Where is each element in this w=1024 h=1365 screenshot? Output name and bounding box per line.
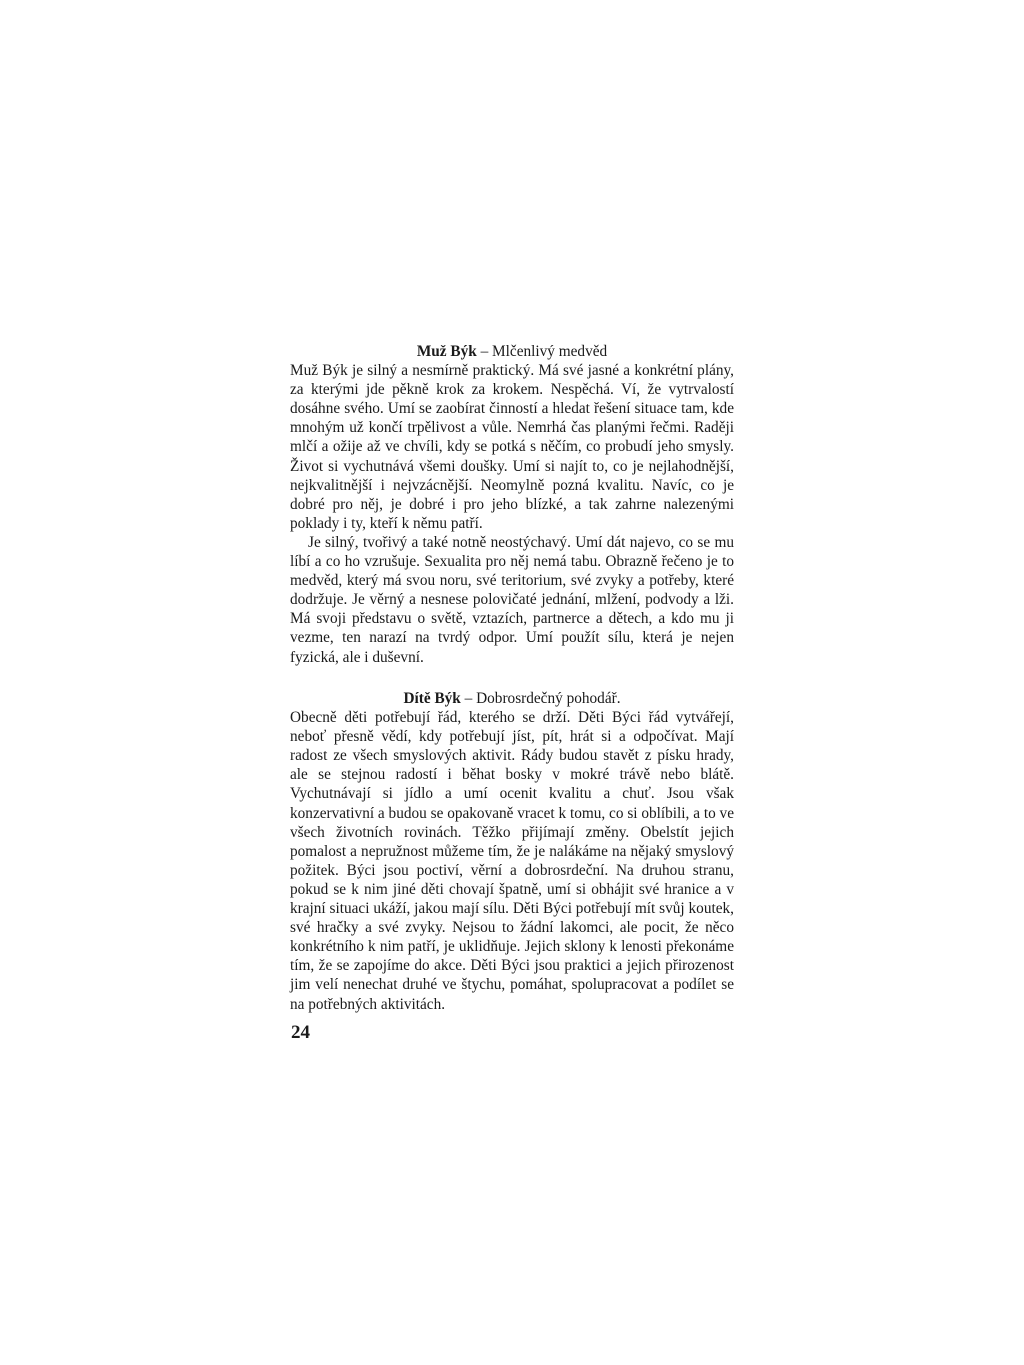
heading-title: Muž Býk [416,343,477,360]
section-heading [290,342,734,361]
section-heading [290,689,734,708]
paragraph: Muž Býk je silný a nesmírně praktický. Má své jasné a konkrétní plány, za kterými jde pěkně krok za krokem. Nespěchá. Ví, že vytrvalostí dosáhne svého. Umí se zaobírat činností a hledat řešení situace tam, kde mnohým už končí trpělivost a vůle. Nemrhá čas planými řečmi. Raději mlčí a ožije až ve chvíli, kdy se potká s něčím, co probudí jeho smysly. Život si vychutnává všemi doušky. Umí si najít to, co je nejlahodnější, nejkvalitnější i nejvzácnější. Neomylně pozná kvalitu. Navíc, co je dobré pro něj, je dobré i pro jeho blízké, a tak zahrne nalezenými poklady i ty, kteří k němu patří. [290,362,734,532]
section-child-bull [290,689,734,1014]
heading-title: Dítě Býk [403,690,461,707]
section-man-bull [290,342,734,667]
heading-subtitle: – Dobrosrdečný pohodář. [460,690,621,707]
paragraph: Obecně děti potřebují řád, kterého se drží. Děti Býci řád vytvářejí, neboť přesně vědí, kdy potřebují jíst, pít, hrát si a odpočívat. Mají radost ze všech smyslových aktivit. Rády budou stavět z písku hrady, ale se stejnou radostí i běhat bosky v mokré trávě nebo blátě. Vychutnávají si jídlo a umí ocenit kvalitu a chuť. Jsou však konzervativní a budou se opakovaně vracet k tomu, co si oblíbili, a to ve všech životních rovinách. Těžko přijímají změny. Obelstít jejich pomalost a nepružnost můžeme tím, že je nalákáme na nějaký smyslový požitek. Býci jsou poctiví, věrní a dobrosrdeční. Na druhou stranu, pokud se k nim jiné děti chovají špatně, umí si obhájit své hranice a v krajní situaci ukáží, jakou mají sílu. Děti Býci potřebují mít svůj koutek, své hračky a své zvyky. Nejsou to žádní lakomci, ale pocit, že něco konkrétního k nim patří, je uklidňuje. Jejich sklony k lenosti překonáme tím, že se zapojíme do akce. Děti Býci jsou praktici a jejich přirozenost jim velí nenechat druhé ve štychu, pomáhat, spolupracovat a podílet se na potřebných aktivitách. [290,709,734,1013]
heading-subtitle: – Mlčenlivý medvěd [476,343,608,360]
paragraph: Je silný, tvořivý a také notně neostýchavý. Umí dát najevo, co se mu líbí a co ho vzrušuje. Sexualita pro něj nemá tabu. Obrazně řečeno je to medvěd, který má svou noru, své teritorium, své zvyky a potřeby, které dodržuje. Je věrný a nesnese polovičaté jednání, mlžení, podvody a lži. Má svoji představu o světě, vztazích, partnerce a dětech, a kdo mu ji vezme, ten narazí na tvrdý odpor. Umí použít sílu, která je nejen fyzická, ale i duševní. [290,533,734,666]
page-number: 24 [291,1022,310,1043]
